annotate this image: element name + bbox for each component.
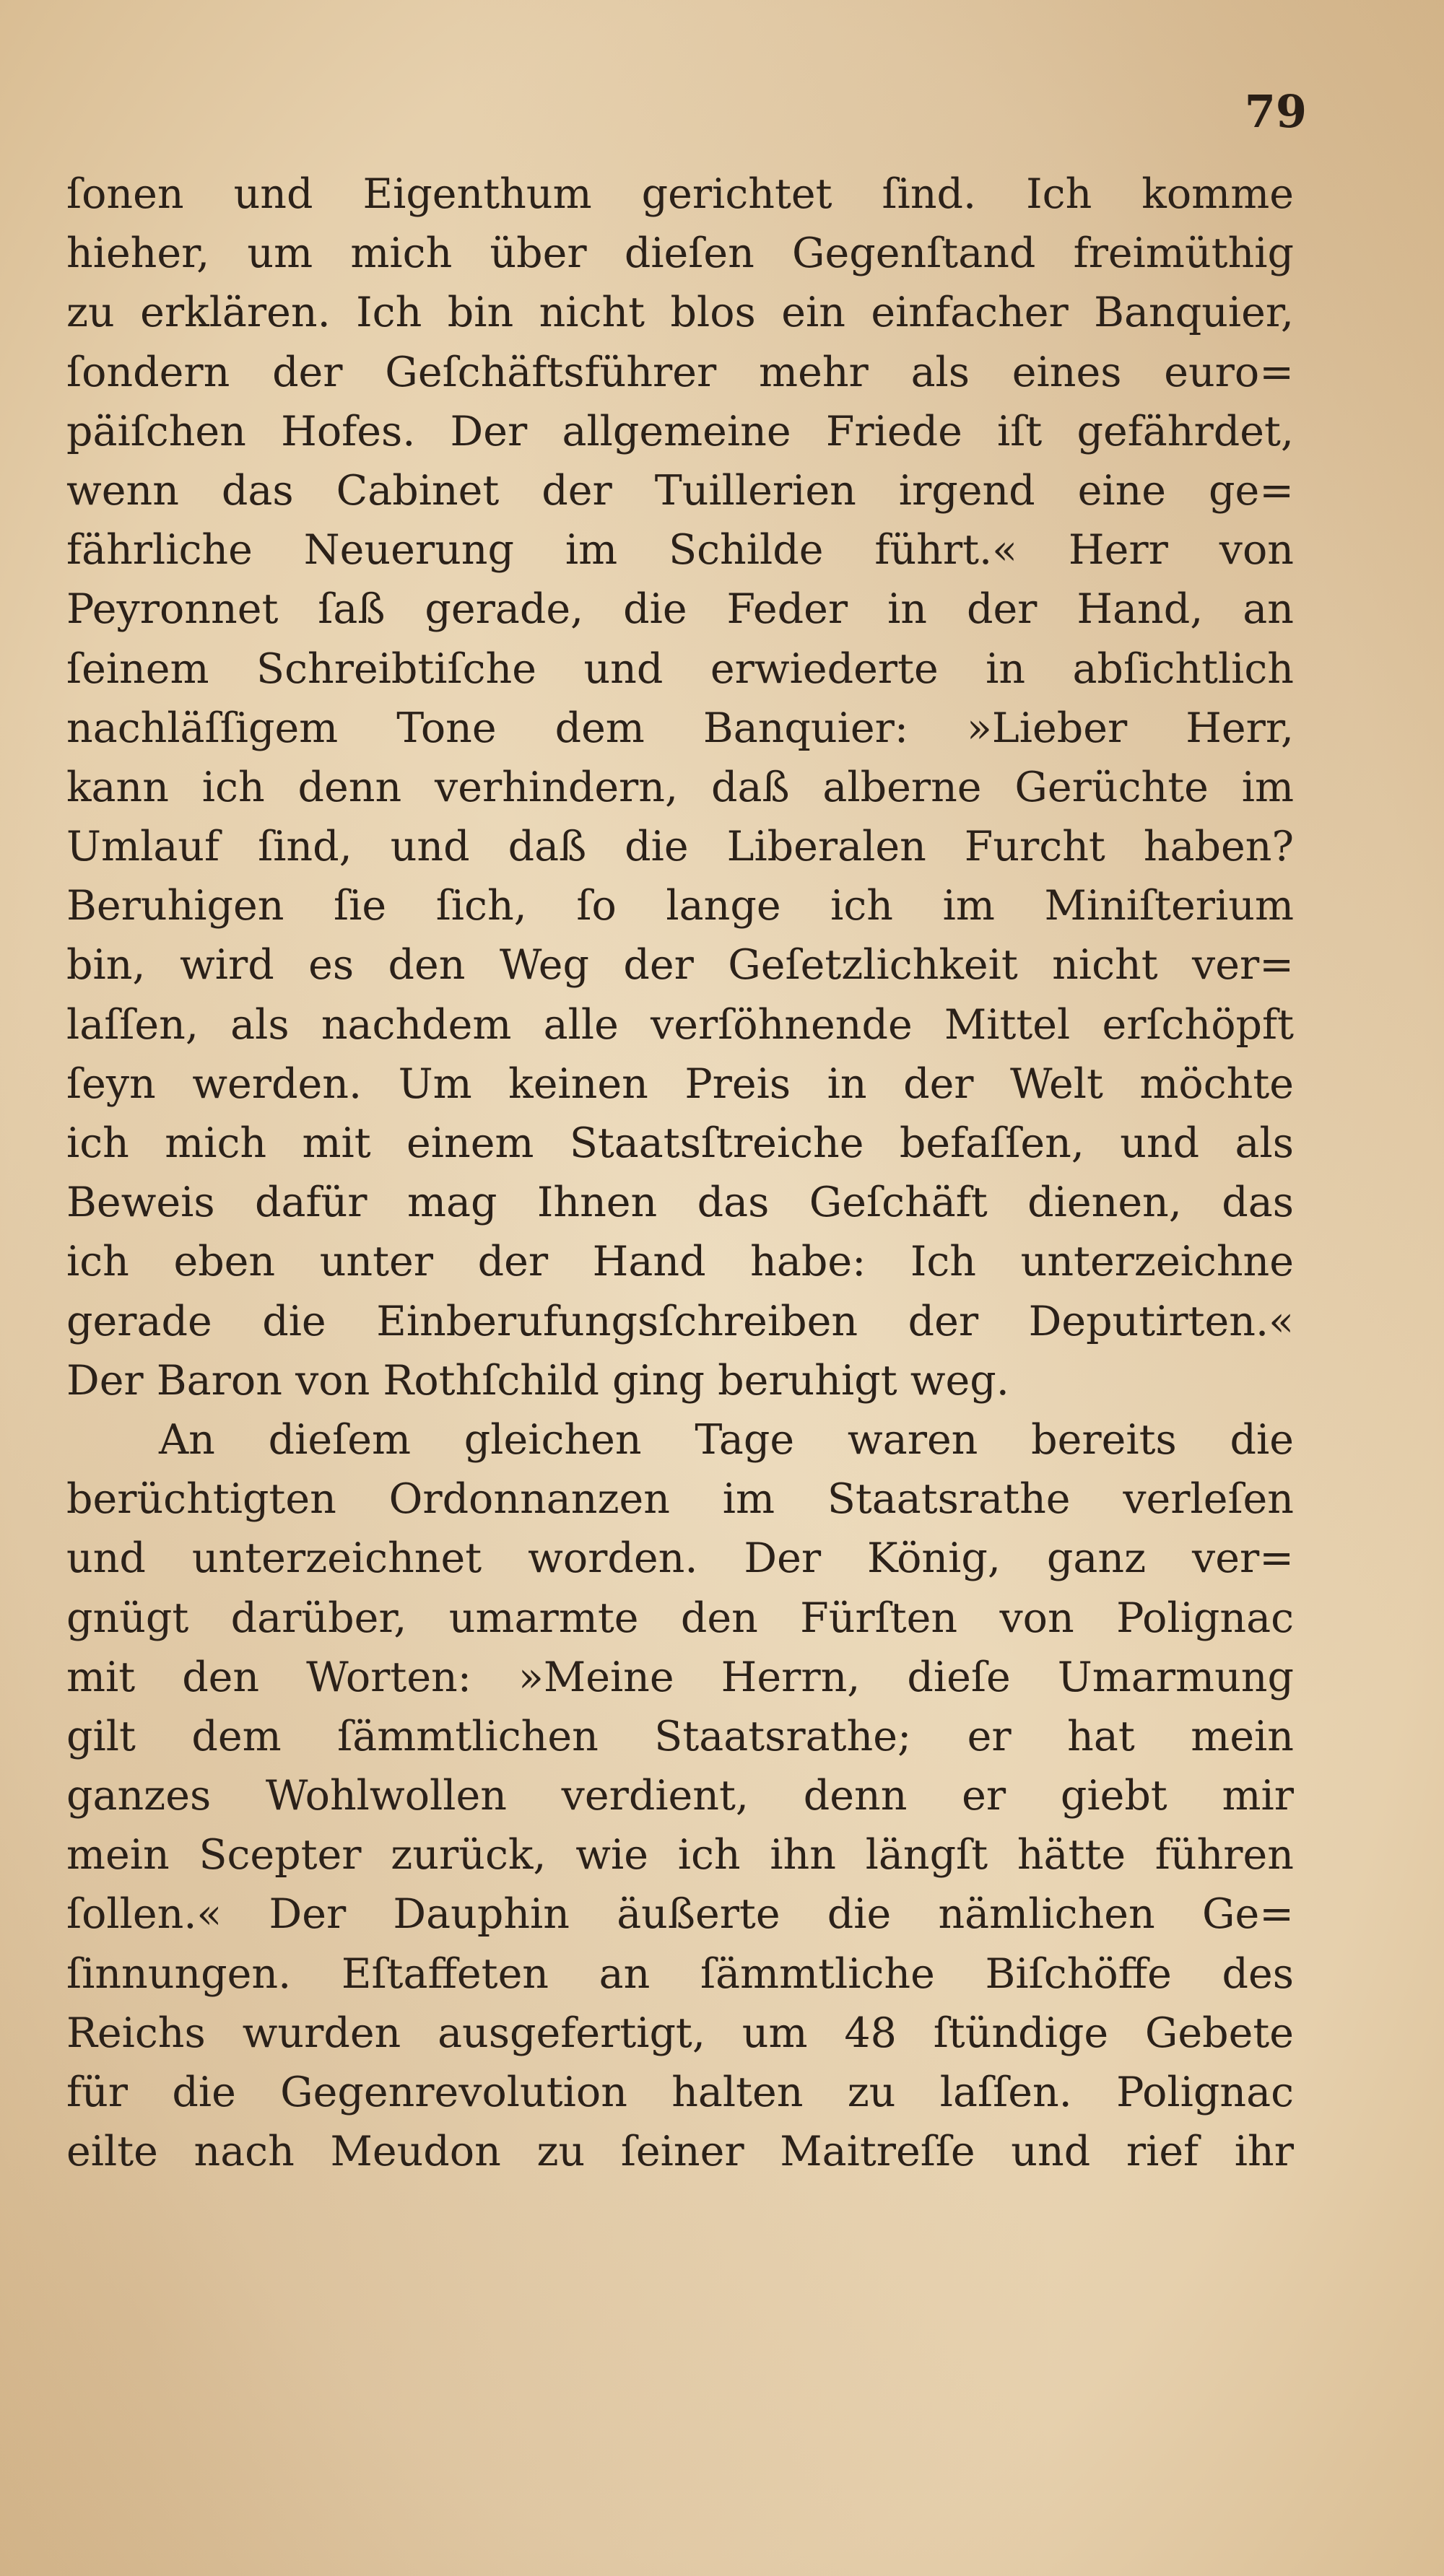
text-line: Reichs wurden ausgefertigt, um 48 ſtündige Gebete <box>66 2009 1294 2057</box>
text-line: mit den Worten: »Meine Herrn, dieſe Umarmung <box>66 1653 1294 1701</box>
text-line: zu erklären. Ich bin nicht blos ein einfacher Banquier, <box>66 289 1294 337</box>
text-line: laſſen, als nachdem alle verſöhnende Mittel erſchöpft <box>66 1000 1294 1049</box>
text-line: ſonen und Eigenthum gerichtet ſind. Ich komme <box>66 170 1294 218</box>
text-line: ſinnungen. Eſtaffeten an ſämmtliche Biſchöffe des <box>66 1950 1294 1998</box>
text-line: Umlauf ſind, und daß die Liberalen Furcht haben? <box>66 823 1294 871</box>
text-line: Peyronnet ſaß gerade, die Feder in der Hand, an <box>66 585 1294 634</box>
text-line: ich eben unter der Hand habe: Ich unterzeichne <box>66 1238 1294 1286</box>
text-line: wenn das Cabinet der Tuillerien irgend eine ge= <box>66 466 1294 515</box>
text-line: fährliche Neuerung im Schilde führt.« Herr von <box>66 526 1294 575</box>
text-line: gerade die Einberufungsſchreiben der Deputirten.« <box>66 1297 1294 1345</box>
text-line: und unterzeichnet worden. Der König, ganz ver= <box>66 1534 1294 1583</box>
text-line: berüchtigten Ordonnanzen im Staatsrathe verleſen <box>66 1475 1294 1524</box>
text-line: ſollen.« Der Dauphin äußerte die nämlichen Ge= <box>66 1890 1294 1939</box>
text-line: päiſchen Hofes. Der allgemeine Friede iſt gefährdet, <box>66 407 1294 455</box>
text-line: An dieſem gleichen Tage waren bereits die <box>159 1415 1294 1464</box>
text-line: für die Gegenrevolution halten zu laſſen. Polignac <box>66 2069 1294 2116</box>
text-line: nachläſſigem Tone dem Banquier: »Lieber Herr, <box>66 704 1294 752</box>
text-line: Beweis dafür mag Ihnen das Geſchäft dienen, das <box>66 1179 1294 1227</box>
text-line: gilt dem ſämmtlichen Staatsrathe; er hat mein <box>66 1712 1294 1760</box>
text-line: ſeinem Schreibtiſche und erwiederte in abſichtlich <box>66 645 1294 693</box>
text-line: Beruhigen ſie ſich, ſo lange ich im Miniſterium <box>66 882 1294 930</box>
body-text <box>66 165 1294 2181</box>
text-line: hieher, um mich über dieſen Gegenſtand freimüthig <box>66 230 1294 278</box>
text-line: ganzes Wohlwollen verdient, denn er giebt mir <box>66 1772 1294 1820</box>
text-line: mein Scepter zurück, wie ich ihn längſt hätte führen <box>66 1831 1294 1879</box>
text-line: ſeyn werden. Um keinen Preis in der Welt möchte <box>66 1060 1294 1108</box>
text-line: ſondern der Geſchäftsführer mehr als eines euro= <box>66 348 1294 396</box>
text-line: gnügt darüber, umarmte den Fürſten von Polignac <box>66 1594 1294 1642</box>
text-line: eilte nach Meudon zu ſeiner Maitreſſe und rief ihr <box>66 2128 1294 2176</box>
text-line: bin, wird es den Weg der Geſetzlichkeit nicht ver= <box>66 941 1294 990</box>
text-line: Der Baron von Rothſchild ging beruhigt weg. <box>66 1356 1009 1405</box>
text-line: ich mich mit einem Staatsſtreiche befaſſen, und als <box>66 1119 1294 1167</box>
text-line: kann ich denn verhindern, daß alberne Gerüchte im <box>66 763 1294 811</box>
page-number: 79 <box>1244 85 1307 138</box>
